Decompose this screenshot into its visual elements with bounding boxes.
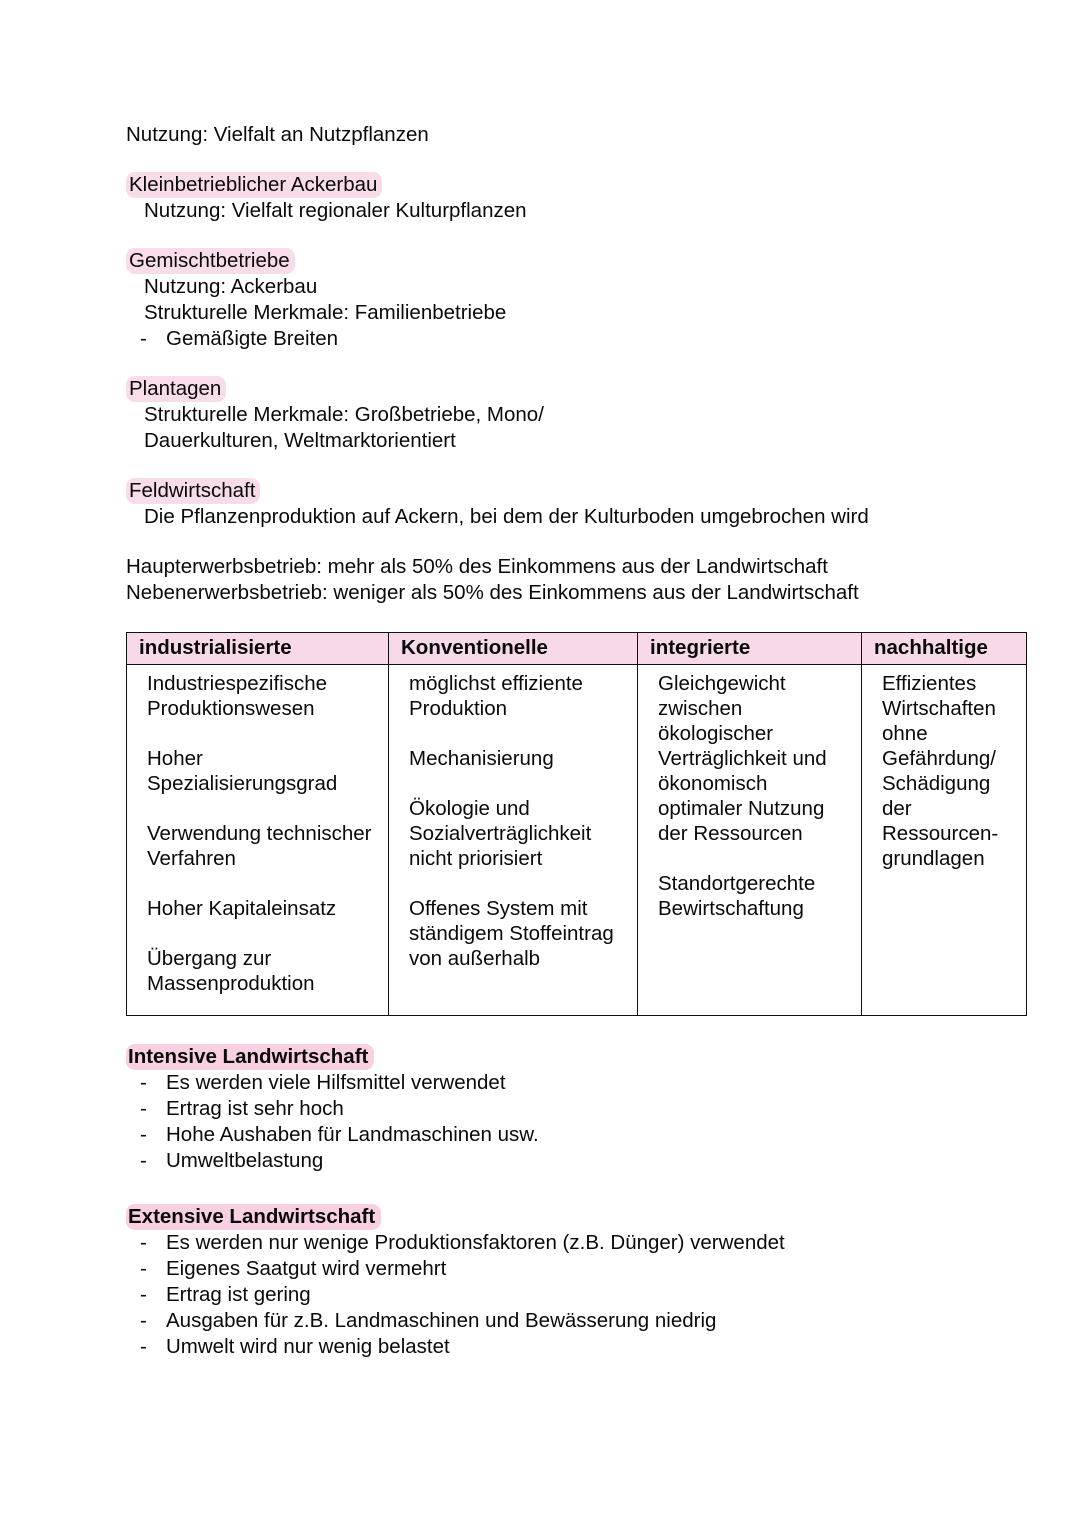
section-heading-feldwirtschaft — [126, 478, 986, 504]
table-cell-industrialisierte — [127, 665, 389, 1016]
bullet-label: Umwelt wird nur wenig belastet — [166, 1335, 450, 1358]
cell-block: Effizientes Wirtschaften ohne Gefährdung/ Schädigung der Ressourcen-grundlagen — [882, 672, 999, 870]
intro-line: Nutzung: Vielfalt an Nutzpflanzen — [126, 123, 429, 146]
list-item — [126, 326, 986, 352]
spacer — [126, 530, 986, 554]
highlight-text: Plantagen — [126, 376, 226, 402]
bullet-marker: - — [140, 1335, 147, 1358]
bullet-label: Ausgaben für z.B. Landmaschinen und Bewässerung niedrig — [166, 1309, 717, 1332]
section-heading-gemischtbetriebe — [126, 248, 986, 274]
highlight-text: Gemischtbetriebe — [126, 248, 295, 274]
list-item — [126, 1256, 986, 1282]
highlight-text: Extensive Landwirtschaft — [126, 1204, 381, 1230]
definition-nebenerwerbsbetrieb: Nebenerwerbsbetrieb: weniger als 50% des Einkommens aus der Landwirtschaft — [126, 581, 859, 604]
bullet-marker: - — [140, 1123, 147, 1146]
cell-block: Hoher Kapitaleinsatz — [147, 897, 337, 920]
highlight-text: Intensive Landwirtschaft — [126, 1044, 374, 1070]
section-line: Nutzung: Ackerbau — [144, 275, 318, 298]
cell-block: Industriespezifische Produktionswesen — [147, 672, 328, 720]
section-line: Strukturelle Merkmale: Familienbetriebe — [144, 301, 507, 324]
list-item — [126, 1148, 986, 1174]
bullet-marker: - — [140, 1257, 147, 1280]
section-heading-extensive-landwirtschaft — [126, 1204, 986, 1230]
list-item — [126, 1334, 986, 1360]
table-header-cell-integrierte: integrierte — [638, 633, 862, 665]
section-line: Strukturelle Merkmale: Großbetriebe, Mono/ — [144, 403, 544, 426]
table-cell-nachhaltige — [862, 665, 1027, 1016]
bullet-label: Hohe Aushaben für Landmaschinen usw. — [166, 1123, 539, 1146]
table-cell-integrierte — [638, 665, 862, 1016]
spacer — [126, 352, 986, 376]
list-item — [126, 1308, 986, 1334]
spacer — [126, 148, 986, 172]
highlight-text: Kleinbetrieblicher Ackerbau — [126, 172, 382, 198]
list-item — [126, 1096, 986, 1122]
spacer — [126, 1174, 986, 1204]
section-line: Dauerkulturen, Weltmarktorientiert — [144, 429, 456, 452]
cell-block: Hoher Spezialisierungsgrad — [147, 747, 338, 795]
bullet-marker: - — [140, 1283, 147, 1306]
cell-block: Mechanisierung — [409, 747, 554, 770]
definition-haupterwerbsbetrieb: Haupterwerbsbetrieb: mehr als 50% des Einkommens aus der Landwirtschaft — [126, 555, 828, 578]
comparison-table — [126, 632, 1027, 1016]
section-extensive-landwirtschaft — [126, 1204, 986, 1360]
list-item — [126, 1070, 986, 1096]
section-line: Nutzung: Vielfalt regionaler Kulturpflanzen — [144, 199, 527, 222]
bullet-marker: - — [140, 1149, 147, 1172]
bullet-marker: - — [140, 327, 147, 350]
table-body — [127, 665, 1027, 1016]
section-heading-kleinbetrieblicher-ackerbau — [126, 172, 986, 198]
table-header-cell-industrialisierte: industrialisierte — [127, 633, 389, 665]
document-content — [126, 122, 999, 1360]
table-row — [127, 665, 1027, 1016]
cell-block: Verwendung technischer Verfahren — [147, 822, 372, 870]
list-item — [126, 1122, 986, 1148]
list-item — [126, 1282, 986, 1308]
bullet-label: Ertrag ist sehr hoch — [166, 1097, 344, 1120]
bullet-label: Es werden viele Hilfsmittel verwendet — [166, 1071, 506, 1094]
bullet-label: Gemäßigte Breiten — [166, 327, 339, 350]
table-header — [127, 633, 1027, 665]
cell-block: Übergang zur Massenproduktion — [147, 947, 315, 995]
cell-block: Offenes System mit ständigem Stoffeintrag von außerhalb — [409, 897, 614, 970]
bullet-marker: - — [140, 1071, 147, 1094]
table-cell-konventionelle — [389, 665, 638, 1016]
bullet-label: Umweltbelastung — [166, 1149, 324, 1172]
section-intensive-landwirtschaft — [126, 1044, 986, 1174]
spacer — [126, 454, 986, 478]
bullet-label: Eigenes Saatgut wird vermehrt — [166, 1257, 447, 1280]
cell-block: Ökologie und Sozialverträglichkeit nicht priorisiert — [409, 797, 592, 870]
section-line: Die Pflanzenproduktion auf Ackern, bei dem der Kulturboden umgebrochen wird — [144, 505, 869, 528]
section-heading-intensive-landwirtschaft — [126, 1044, 986, 1070]
bullet-marker: - — [140, 1309, 147, 1332]
cell-block: Gleichgewicht zwischen ökologischer Verträglichkeit und ökonomisch optimaler Nutzung der Ressourcen — [658, 672, 827, 845]
highlight-text: Feldwirtschaft — [126, 478, 260, 504]
table-header-cell-nachhaltige: nachhaltige — [862, 633, 1027, 665]
list-item — [126, 1230, 986, 1256]
spacer — [126, 224, 986, 248]
table-header-cell-konventionelle: Konventionelle — [389, 633, 638, 665]
table-header-row — [127, 633, 1027, 665]
bullet-label: Ertrag ist gering — [166, 1283, 311, 1306]
cell-block: möglichst effiziente Produktion — [409, 672, 583, 720]
section-heading-plantagen — [126, 376, 986, 402]
bullet-marker: - — [140, 1097, 147, 1120]
cell-block: Standortgerechte Bewirtschaftung — [658, 872, 816, 920]
bullet-label: Es werden nur wenige Produktionsfaktoren (z.B. Dünger) verwendet — [166, 1231, 785, 1254]
bullet-marker: - — [140, 1231, 147, 1254]
